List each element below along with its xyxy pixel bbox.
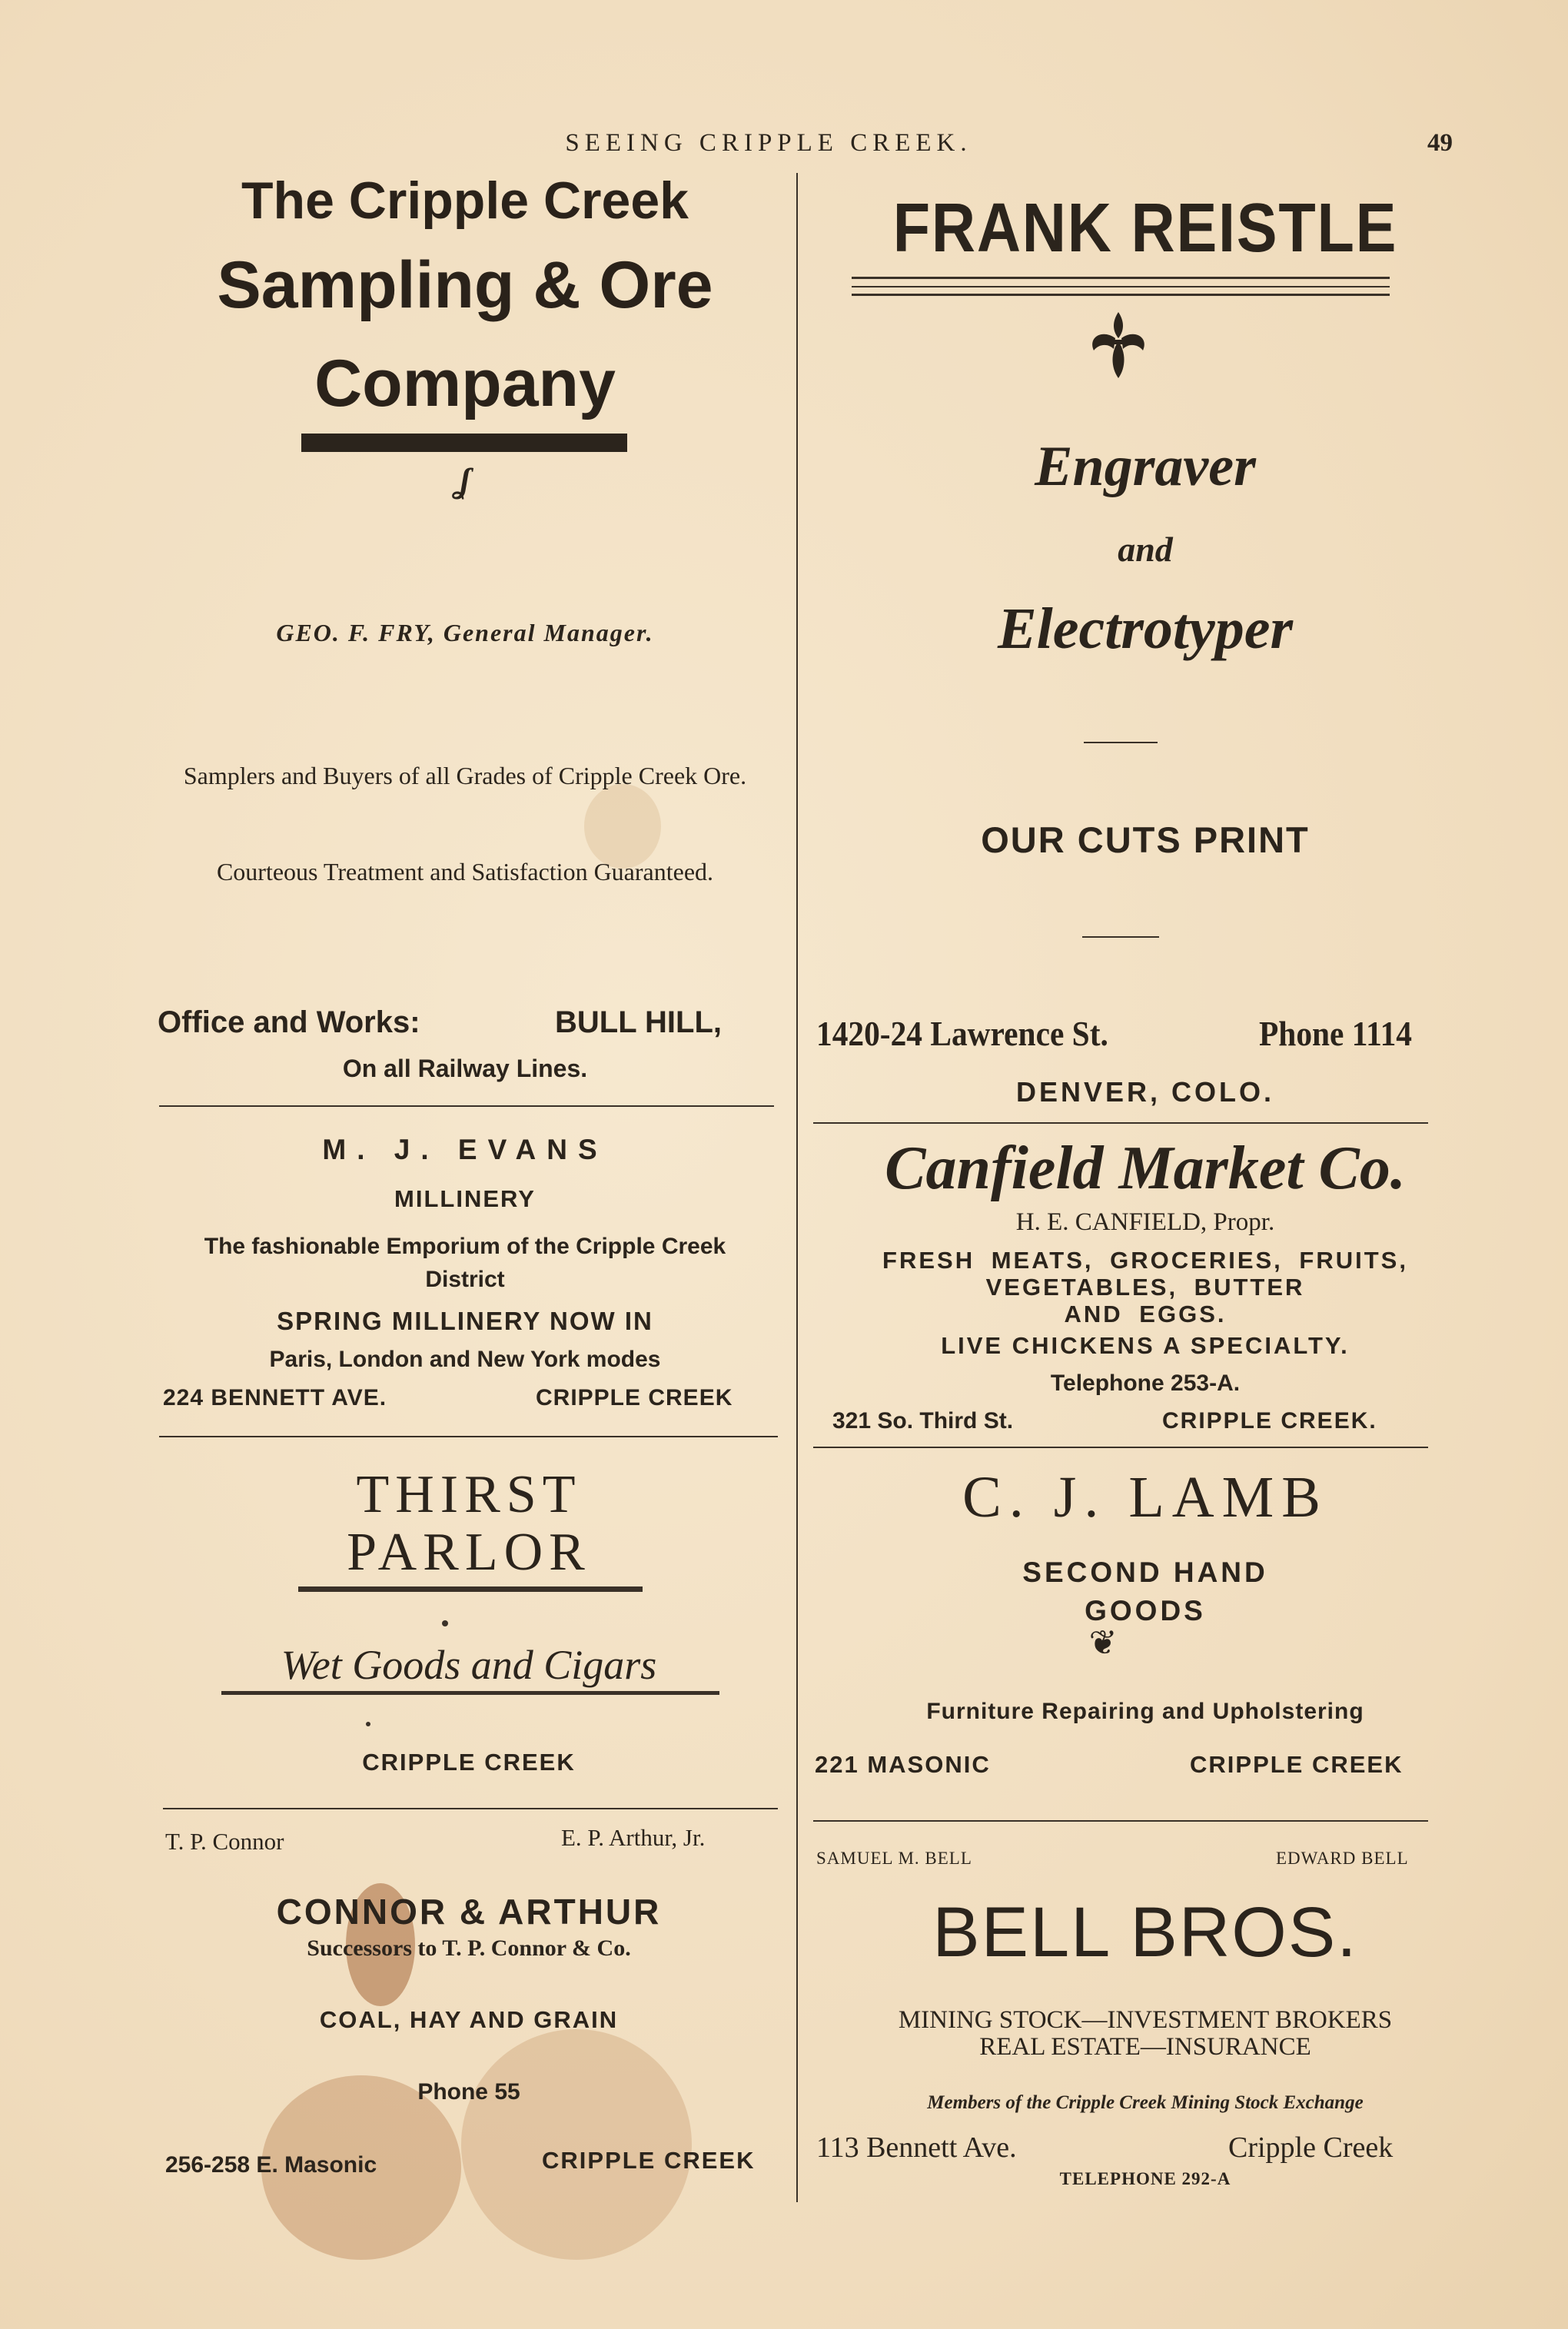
bell-partner-2: EDWARD BELL <box>1276 1849 1409 1868</box>
bell-firm: BELL BROS. <box>932 1893 1358 1972</box>
evans-trade: MILLINERY <box>394 1185 536 1212</box>
connor-successors: Successors to T. P. Connor & Co. <box>307 1935 631 1961</box>
canfield-proprietor: H. E. CANFIELD, Propr. <box>1015 1208 1275 1236</box>
lamb-city: CRIPPLE CREEK <box>1190 1751 1404 1778</box>
reistle-city: DENVER, COLO. <box>1015 1076 1275 1108</box>
bell-telephone: TELEPHONE 292-A <box>1059 2169 1231 2188</box>
connor-address: 256-258 E. Masonic <box>165 2152 377 2178</box>
canfield-city: CRIPPLE CREEK. <box>1162 1408 1377 1434</box>
office-label: Office and Works: <box>158 1005 420 1039</box>
divider-rule <box>159 1436 778 1437</box>
reistle-slogan: OUR CUTS PRINT <box>981 819 1310 860</box>
reistle-line-2: and <box>1118 530 1173 569</box>
thirst-title-2: PARLOR <box>347 1523 591 1582</box>
dot-ornament <box>366 1722 370 1726</box>
double-rule <box>852 277 1390 279</box>
lamb-services: Furniture Repairing and Upholstering <box>926 1699 1364 1724</box>
reistle-line-1: Engraver <box>1035 435 1256 498</box>
lamb-line-2: GOODS <box>1085 1595 1206 1626</box>
divider-rule <box>813 1820 1428 1822</box>
general-manager: GEO. F. FRY, General Manager. <box>276 619 654 646</box>
reistle-address: 1420-24 Lawrence St. <box>816 1014 1108 1053</box>
canfield-goods-1: FRESH MEATS, GROCERIES, FRUITS, <box>882 1247 1408 1274</box>
sampling-title-1: The Cripple Creek <box>241 171 689 230</box>
page-number: 49 <box>1427 129 1453 157</box>
bell-city: Cripple Creek <box>1228 2131 1394 2164</box>
sampling-desc-1: Samplers and Buyers of all Grades of Cripple Creek Ore. <box>183 762 747 789</box>
canfield-goods-3: AND EGGS. <box>1064 1301 1227 1327</box>
dot-ornament <box>442 1620 448 1626</box>
connor-city: CRIPPLE CREEK <box>542 2147 756 2174</box>
evans-name: M. J. EVANS <box>322 1134 608 1165</box>
short-rule <box>1082 936 1159 938</box>
short-rule <box>1084 742 1158 743</box>
underline-rule <box>221 1691 719 1695</box>
ornament-icon: ʆ <box>459 462 471 500</box>
divider-rule <box>813 1447 1428 1448</box>
bell-line-1: MINING STOCK—INVESTMENT BROKERS <box>898 2006 1393 2034</box>
railway-lines: On all Railway Lines. <box>342 1055 588 1082</box>
sampling-title-3: Company <box>314 347 616 420</box>
reistle-line-3: Electrotyper <box>997 596 1294 661</box>
reistle-name: FRANK REISTLE <box>892 190 1398 267</box>
running-title: SEEING CRIPPLE CREEK. <box>565 129 972 157</box>
lamb-name: C. J. LAMB <box>962 1465 1328 1530</box>
heavy-rule <box>298 1586 643 1592</box>
evans-city: CRIPPLE CREEK <box>536 1385 733 1410</box>
evans-modes: Paris, London and New York modes <box>269 1347 661 1372</box>
flower-ornament-icon: ❦ <box>1088 1624 1118 1662</box>
evans-desc: The fashionable Emporium of the Cripple Creek District <box>204 1234 726 1292</box>
fleur-ornament-icon <box>1080 306 1157 383</box>
canfield-goods-2: VEGETABLES, BUTTER <box>985 1274 1305 1301</box>
water-stain <box>461 2029 692 2260</box>
divider-rule <box>159 1105 774 1107</box>
connor-partner-2: E. P. Arthur, Jr. <box>561 1824 706 1851</box>
thirst-title-1: THIRST <box>356 1465 582 1524</box>
canfield-telephone: Telephone 253-A. <box>1050 1370 1241 1396</box>
canfield-address: 321 So. Third St. <box>832 1408 1014 1434</box>
sampling-desc-2: Courteous Treatment and Satisfaction Guaranteed. <box>216 858 714 885</box>
connor-firm: CONNOR & ARTHUR <box>276 1892 662 1932</box>
heavy-rule <box>301 434 627 452</box>
bell-address: 113 Bennett Ave. <box>816 2131 1017 2164</box>
divider-rule <box>813 1122 1428 1124</box>
connor-phone: Phone 55 <box>417 2079 520 2105</box>
evans-address: 224 BENNETT AVE. <box>163 1385 387 1410</box>
double-rule <box>852 286 1390 287</box>
canfield-name: Canfield Market Co. <box>885 1135 1406 1202</box>
evans-headline: SPRING MILLINERY NOW IN <box>277 1307 653 1335</box>
thirst-city: CRIPPLE CREEK <box>362 1749 576 1776</box>
divider-rule <box>163 1808 778 1809</box>
lamb-line-1: SECOND HAND <box>1022 1557 1268 1588</box>
thirst-tagline: Wet Goods and Cigars <box>281 1642 657 1688</box>
office-location: BULL HILL, <box>555 1005 723 1039</box>
bell-partner-1: SAMUEL M. BELL <box>816 1849 972 1868</box>
bell-members: Members of the Cripple Creek Mining Stock Exchange <box>927 2092 1364 2113</box>
double-rule <box>852 294 1390 296</box>
canfield-specialty: LIVE CHICKENS A SPECIALTY. <box>941 1332 1350 1359</box>
lamb-address: 221 MASONIC <box>815 1751 991 1778</box>
connor-partner-1: T. P. Connor <box>165 1828 284 1855</box>
bell-line-2: REAL ESTATE—INSURANCE <box>979 2033 1311 2061</box>
reistle-phone: Phone 1114 <box>1259 1014 1412 1053</box>
column-divider <box>796 173 798 2202</box>
connor-goods: COAL, HAY AND GRAIN <box>319 2006 619 2033</box>
sampling-title-2: Sampling & Ore <box>217 248 713 322</box>
